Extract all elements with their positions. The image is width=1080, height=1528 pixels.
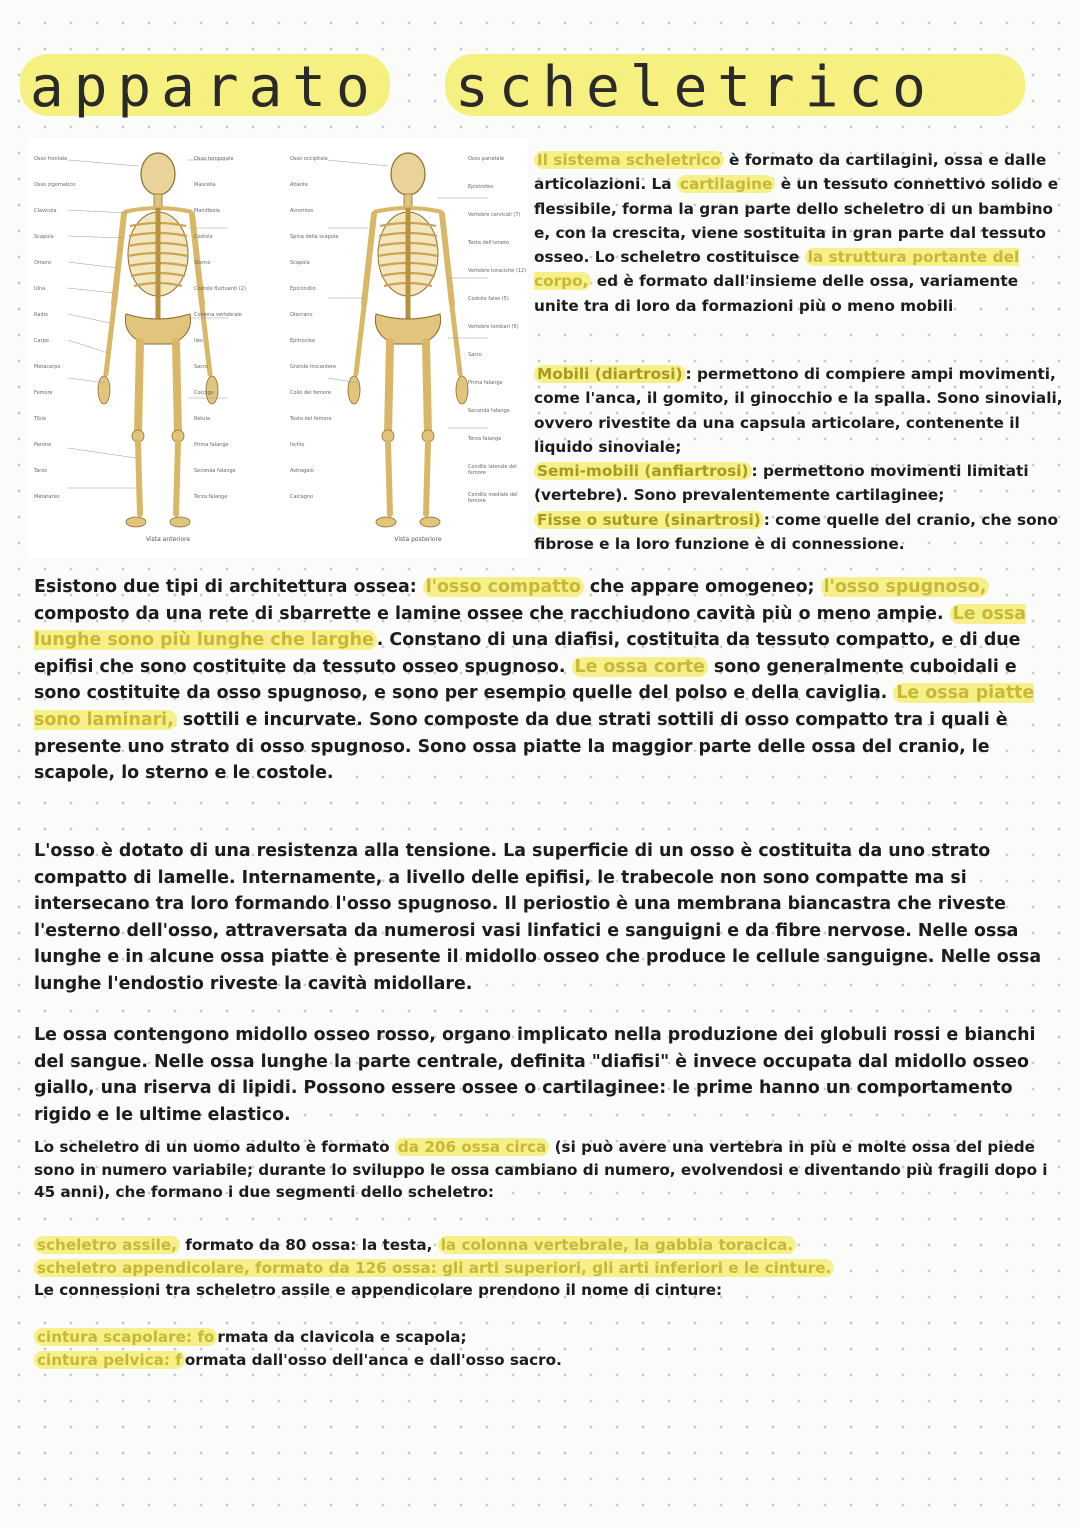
title-block [0, 40, 1080, 135]
resistance-paragraph: L'osso è dotato di una resistenza alla tensione. La superficie di un osso è costituita da uno strato compatto di lamelle. Internamente, a livello delle epifisi, le trabecole non sono compatte ma si intersecano tra loro formando l'osso spugnoso. Il periostio è una membrana biancastra che riveste l'esterno dell'osso, attraversata da numerosi vasi linfatici e sanguigni e da fibre nervose. Nelle ossa lunghe e in alcune ossa piatte è presente il midollo osseo che produce le cellule sanguigne. Nelle ossa lunghe l'endostio riveste la cavità midollare. [34, 841, 1042, 994]
figure-label: Clavicola [34, 208, 57, 214]
connection-line: Le connessioni tra scheletro assile e appendicolare prendono il nome di cinture: [34, 1281, 723, 1300]
figure-label: Omero [34, 260, 51, 266]
joints-text-2: : permettono movimenti limitati (vertebre). Sono prevalentemente cartilaginee; [534, 462, 1029, 505]
figure-label: Terza falange [194, 494, 228, 500]
scapular-text: rmata da clavicola e scapola; [217, 1328, 467, 1346]
scapular-line [34, 1326, 1069, 1349]
highlight-scheletro-assile: scheletro assile, [34, 1236, 180, 1254]
architecture-paragraph [34, 574, 1064, 787]
figure-label: Acromion [290, 208, 314, 214]
figure-label: Metacarpo [34, 364, 61, 370]
skeleton-figure [28, 138, 528, 558]
figure-label: Vertebre toraciche (12) [468, 268, 527, 274]
highlight-ossa-lunghe: Le ossa lunghe sono più lunghe che larghe [34, 603, 1026, 651]
figure-label: Prima falange [468, 380, 503, 386]
joints-paragraph [534, 362, 1064, 556]
figure-label: Mascella [194, 182, 216, 188]
skeleton-illustration [28, 138, 528, 558]
arch-text-5: sono generalmente cuboidali e sono costituite da osso spugnoso, e sono per esempio quelle del polso e della caviglia. [34, 656, 1017, 704]
figure-label: Osso zigomatico [34, 182, 76, 188]
figure-label: Osso temporale [194, 156, 234, 162]
pelvic-text: ormata dall'osso dell'anca e dall'osso sacro. [184, 1350, 562, 1369]
segments-block [34, 1234, 1069, 1302]
highlight-colonna-vertebrale: la colonna vertebrale, la gabbia toracica. [438, 1236, 796, 1254]
highlight-scheletro-appendicolare: scheletro appendicolare, formato da 126 ossa: gli arti superiori, gli arti inferiori e le cinture. [34, 1259, 834, 1277]
figure-label: Carpo [34, 338, 49, 344]
figure-label: Prima falange [194, 442, 229, 448]
figure-label: Seconda falange [468, 408, 510, 414]
arch-text-1: Esistono due tipi di architettura ossea: [34, 577, 423, 597]
figure-label: Costole fluttuanti (2) [194, 286, 246, 292]
figure-label: Sacro [468, 352, 482, 358]
figure-label: Tibia [34, 416, 46, 422]
joints-text-1: : permettono di compiere ampi movimenti, come l'anca, il gomito, il ginocchio e la spalla. Sono sinoviali, ovvero rivestite da una capsula articolare, contenente il liquido sinoviale; [534, 365, 1063, 456]
axial-line [34, 1234, 1069, 1257]
figure-label: Testa del femore [290, 416, 332, 422]
figure-label: Vertebre lombari (5) [468, 324, 519, 330]
highlight-sistema-scheletrico: Il sistema scheletrico [534, 151, 724, 169]
figure-label: Radio [34, 312, 49, 318]
figure-label: Ulna [34, 286, 46, 292]
figure-label: Collo del femore [290, 390, 331, 396]
caption-posterior: Vista posteriore [394, 536, 442, 543]
title-part-1: apparato [30, 55, 380, 120]
highlight-mobili: Mobili (diartrosi) [534, 365, 686, 383]
pelvic-line [34, 1349, 1069, 1372]
figure-label: Femore [34, 390, 53, 396]
figure-label: Perone [34, 442, 52, 448]
figure-label: Epicondilo [290, 286, 316, 292]
count-paragraph [34, 1136, 1069, 1204]
figure-label: Ischio [290, 442, 305, 448]
figure-label: Olecrano [290, 312, 313, 318]
figure-label: Astragalo [290, 468, 314, 474]
highlight-semi-mobili: Semi-mobili (anfiartrosi) [534, 462, 752, 480]
skeleton-posterior [348, 153, 468, 527]
highlight-struttura-portante: la struttura portante del corpo, [534, 248, 1020, 291]
figure-label: Epitroclea [290, 338, 315, 344]
highlight-fisse: Fisse o suture (sinartrosi) [534, 511, 764, 529]
figure-label: Sterno [194, 260, 211, 266]
figure-label: Tarso [34, 468, 48, 474]
figure-label: Colonna vertebrale [194, 312, 242, 318]
caption-anterior: Vista anteriore [145, 536, 191, 543]
figure-label: Scapola [290, 260, 310, 266]
intro-text-2: è un tessuto connettivo solido e flessibile, forma la gran parte dello scheletro di un bambino e, con la crescita, viene sostituita in gran parte dal tessuto osseo. Lo scheletro costituisce [534, 175, 1059, 267]
count-text-1: Lo scheletro di un uomo adulto è formato [34, 1138, 395, 1156]
arch-text-4: . Constano di una diafisi, costituita da tessuto compatto, e di due epifisi che sono costituite da tessuto osseo spugnoso. [34, 630, 1021, 677]
intro-text-1: è formato da cartilagini, ossa e dalle articolazioni. La [534, 151, 1047, 194]
figure-label: Vertebre cervicali (7) [468, 212, 521, 218]
axial-text: formato da 80 ossa: la testa, [179, 1236, 438, 1254]
appendicular-line [34, 1257, 1069, 1280]
arch-text-2: che appare omogeneo; [583, 577, 821, 597]
intro-text-3: ed è formato dall'insieme delle ossa, variamente unite tra di loro da formazioni più o meno mobili [534, 272, 1019, 315]
figure-label: Osso frontale [34, 156, 68, 162]
figure-label: Scapola [34, 234, 54, 240]
highlight-ossa-corte: Le ossa corte [572, 657, 708, 677]
arch-text-6: sottili e incurvate. Sono composte da due strati sottili di osso compatto tra i quali è presente uno strato di osso spugnoso. Sono ossa piatte la maggior parte delle ossa del cranio, le scapole, lo sterno e le costole. [34, 709, 1008, 784]
count-text-2: (si può avere una vertebra in più e molte ossa del piede sono in numero variabile; durante lo sviluppo le ossa cambiano di numero, evolvendosi e diventando più fragili dopo i 45 anni), che formano i due segmenti dello scheletro: [34, 1138, 1048, 1202]
highlight-ossa-piatte: Le ossa piatte sono laminari, [34, 683, 1035, 730]
figure-label: Rotula [194, 416, 210, 422]
marrow-paragraph: Le ossa contengono midollo osseo rosso, organo implicato nella produzione dei globuli rossi e bianchi del sangue. Nelle ossa lunghe la parte centrale, definita "diafisi" è invece occupata dal midollo osseo giallo, una riserva di lipidi. Possono essere ossee o cartilaginee: le prime hanno un comportamento rigido e le ultime elastico. [34, 1025, 1036, 1125]
figure-label: Calcagno [290, 494, 314, 500]
figure-label: Spina della scapola [290, 234, 339, 240]
figure-label: Metatarso [34, 494, 60, 500]
title-part-2: scheletrico [455, 55, 936, 120]
highlight-cintura-scapolare: cintura scapolare: fo [34, 1328, 217, 1346]
figure-label: Atlante [290, 182, 308, 188]
figure-label: Costole false (5) [468, 296, 509, 302]
figure-label: Mandibola [194, 208, 220, 214]
figure-label: Testa dell'omero [468, 240, 509, 246]
figure-label: Condilo mediale del femore [468, 492, 518, 504]
joints-text-3: : come quelle del cranio, che sono fibrose e la loro funzione è di connessione. [534, 510, 1059, 554]
figure-label: Sacro [194, 364, 208, 370]
page-title [0, 40, 1080, 135]
figure-label: Osso parietale [468, 156, 505, 162]
highlight-osso-compatto: l'osso compatto [423, 577, 584, 597]
intro-paragraph [534, 148, 1064, 318]
highlight-osso-spugnoso: l'osso spugnoso, [821, 577, 990, 597]
figure-label: Seconda falange [194, 468, 236, 474]
figure-label: Osso occipitale [290, 156, 328, 162]
figure-label: Epistrofeo [468, 184, 494, 190]
highlight-cintura-pelvica: cintura pelvica: f [34, 1351, 185, 1369]
girdles-block [34, 1326, 1069, 1371]
highlight-cartilagine: cartilagine [677, 175, 776, 193]
highlight-206-ossa: da 206 ossa circa [395, 1138, 549, 1156]
figure-label: Terza falange [468, 436, 502, 442]
figure-label: Coccige [194, 390, 214, 396]
figure-label: Costole [194, 234, 213, 240]
figure-label: Grande trocantere [290, 364, 337, 370]
arch-text-3: composto da una rete di sbarrette e lamine ossee che racchiudono cavità più o meno ampie. [34, 603, 950, 624]
figure-label: Ileo [194, 338, 203, 344]
figure-label: Condilo laterale del femore [468, 464, 517, 476]
